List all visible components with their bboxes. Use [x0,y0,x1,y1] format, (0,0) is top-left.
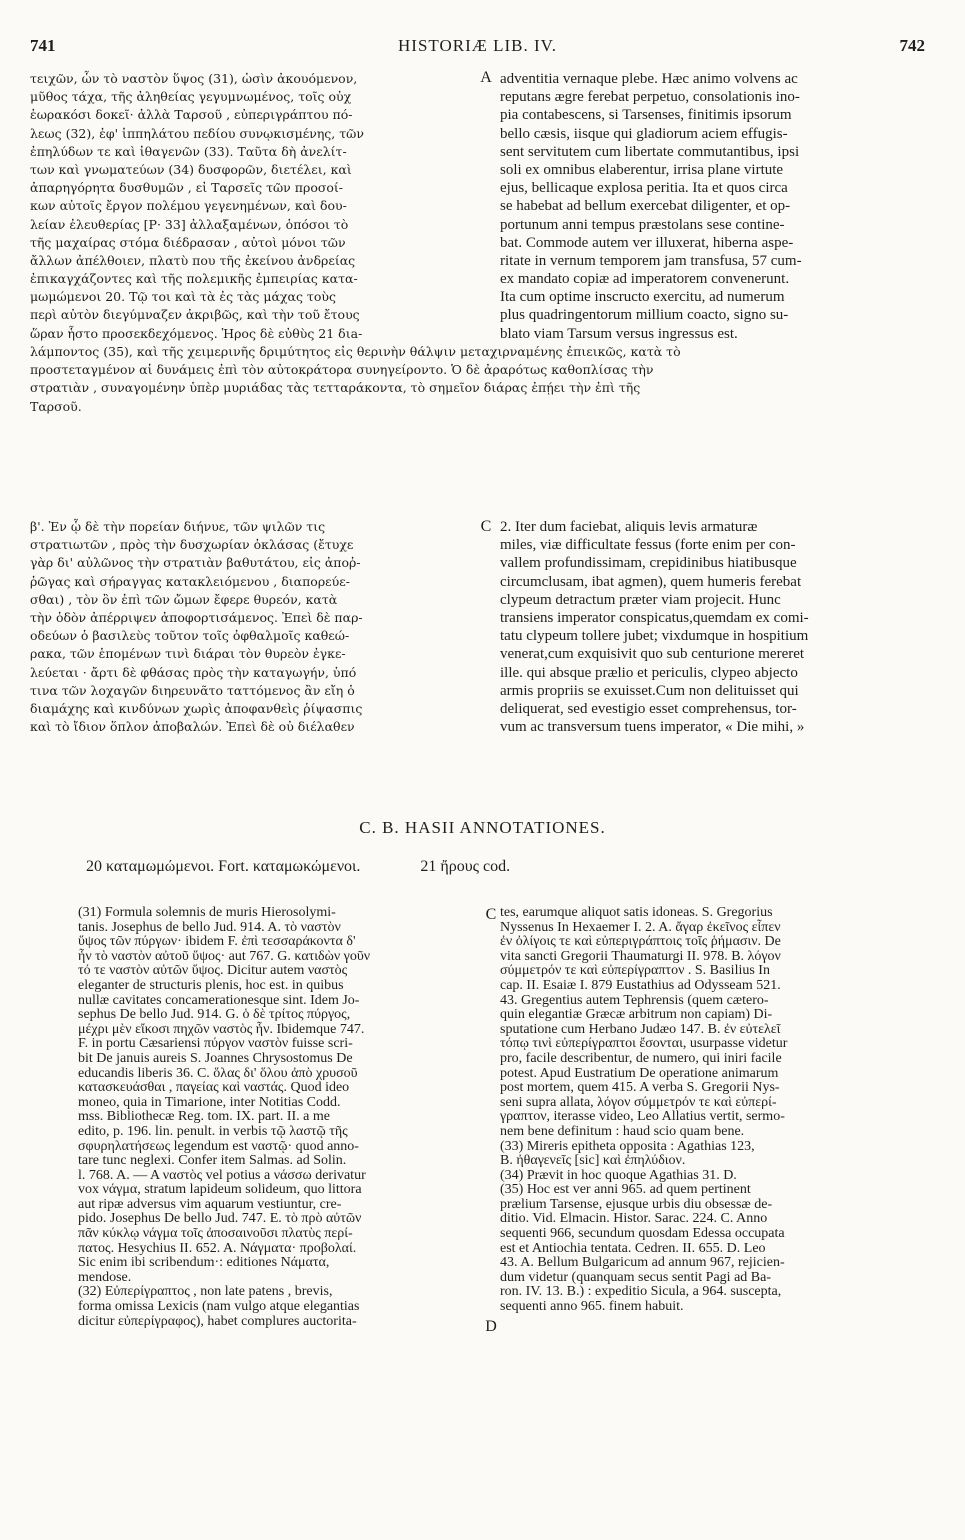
note-line: aut ripæ adversus vim aquarum vestiuntur, cre- [78,1196,342,1212]
text-line: των καὶ γνωματεύων (34) δυσφορῶν, διετέλει, καὶ [30,161,352,177]
note-line: educandis liberis 36. C. ὅλας δι' ὅλου ἀπὸ χρυσοῦ [78,1065,358,1081]
text-line: ἄλλων ἀπέλθοιεν, πλατὺ που τῆς ἐκείνου ἀνδρείας [30,252,356,268]
text-line: στρατιὰν , συναγομένην ὑπὲρ μυριάδας τὰς τετταράκοντα, τὸ σημεῖον διάρας ἐπῄει τὴν ἐπὶ τῆς [30,380,641,396]
text-line: ἐπικαγχάζοντες καὶ τῆς πολεμικῆς ἐμπειρίας κατα- [30,271,358,287]
note-line: ἦν τὸ ναστὸν αὐτοῦ ὕψος· aut 767. G. κατιδὼν γοῦν [78,948,371,964]
page-header [30,36,925,60]
note-line: Nyssenus In Hexaemer I. 2. A. ἄγαρ ἐκεῖνος εἶπεν [500,919,781,935]
text-line: κων αὐτοῖς ἔργον πολέμου γεγενημένων, καὶ δου- [30,198,347,214]
note-line: πᾶν κύκλῳ νάγμα τοῖς ἀποσαινοῦσι πλατὺς περί- [78,1226,353,1242]
text-line: sent servitutem cum libertate commutantibus, ipsi [500,143,800,160]
note-line: potest. Apud Eustratium De operatione animarum [500,1065,779,1081]
latin-text-upper [500,70,930,343]
text-line: vum ac transversum tuens imperator, « Die mihi, » [500,719,805,736]
text-line: ex mandato copiæ ad imperatorem convenerunt. [500,271,790,288]
note-line: τόπῳ τινὶ εὐπερίγραπτοι ἔσονται, usurpasse videtur [500,1036,788,1052]
note-line: 43. A. Bellum Bulgaricum ad annum 967, rejicien- [500,1255,785,1271]
text-line: μωμώμενοι 20. Τῷ τοι καὶ τὰ ἐς τὰς μάχας τοὺς [30,289,336,305]
note-line: prælium Tarsense, ejusque urbis diu obsessæ de- [500,1196,773,1212]
note-line: edito, p. 196. lin. penult. in verbis τῷ λαστῷ τῆς [78,1123,348,1139]
text-line: miles, viæ difficultate fessus (forte enim per con- [500,537,796,554]
text-line: γὰρ δι' αὐλῶνος τὴν στρατιὰν βαθυτάτου, εἰς ἀποῤ- [30,555,361,571]
text-line: armis propriis se exuisset.Cum non delituisset qui [500,682,799,699]
note-line: πατος. Hesychius II. 652. A. Νάγματα· προβολαί. [78,1240,357,1256]
text-line: circumclusam, ibat agmen), quem humeris ferebat [500,573,802,590]
text-line: στρατιωτῶν , πρὸς τὴν δυσχωρίαν ὀκλάσας (ἔτυχε [30,537,354,553]
note-line: (35) Hoc est ver anni 965. ad quem pertinent [500,1182,751,1198]
note-line: sputatione cum Herbano Judæo 147. B. ἐν εὐτελεῖ [500,1021,781,1037]
note-line: est et Antiochia tentata. Cedren. II. 655. D. Leo [500,1240,766,1256]
footnotes [86,858,925,876]
note-line: ron. IV. 13. B.) : expeditio Sicula, a 964. suscepta, [500,1284,782,1300]
note-line: tanis. Josephus de bello Jud. 914. A. τὸ ναστὸν [78,919,341,935]
note-line: vox νάγμα, stratum lapideum solideum, quo littora [78,1182,362,1198]
annotations-left-column [78,906,486,1329]
margin-letter-notes-d: D [485,1318,497,1335]
text-line: clypeum detractum præter viam projecit. Hunc [500,591,781,608]
text-line: οδεύων ὁ βασιλεὺς τοῦτον τοῖς ὀφθαλμοῖς καθεώ- [30,628,350,644]
text-line: ἀπαρηγόρητα δυσθυμῶν , εἰ Ταρσεῖς τῶν προσοί- [30,180,344,196]
note-line: (34) Prævit in hoc quoque Agathias 31. D. [500,1167,737,1183]
text-line: ille. qui absque prælio et periculis, clypeo abjecto [500,664,798,681]
text-line: λεως (32), ἐφ' ἱππηλάτου πεδίου συνῳκισμένης, τῶν [30,125,364,141]
note-line: σύμμετρόν τε καὶ εὐπερίγραπτον . S. Basilius In [500,963,770,979]
margin-letter-a: A [480,69,492,86]
text-line: περὶ αὐτὸν διεγύμναζεν ἀκριβῶς, καὶ τὴν τοῦ ἔτους [30,307,360,323]
text-line: μῦθος τάχα, τῆς ἀληθείας γεγυμνωμένος, τοῖς οὐχ [30,89,352,105]
note-line: quin elegantiæ Græcæ arbitrum non capiam) Di- [500,1007,773,1023]
text-line: plus quadringentorum millium coacto, signo su- [500,307,789,324]
text-line: τὴν ὁδὸν ἀπέρριψεν ἀποφορτισάμενος. Ἐπεὶ δὲ παρ- [30,609,363,625]
text-line: λάμποντος (35), καὶ τῆς χειμερινῆς δριμύτητος εἰς θερινὴν θάλψιν μεταχιρναμένης ἐπιεικῶς, κατὰ τὸ [30,344,681,359]
note-line: F. in portu Cæsariensi πύργον ναστὸν fuisse scri- [78,1036,353,1052]
note-line: (32) Εὐπερίγραπτος , non late patens , brevis, [78,1284,333,1300]
footnote-20: 20 καταμωμώμενοι. Fort. καταμωκώμενοι. [86,858,361,875]
note-line: bit De januis aureis S. Joannes Chrysostomus De [78,1050,353,1066]
note-line: tes, earumque aliquot satis idoneas. S. Gregorius [500,906,773,920]
text-line: τῆς μαχαίρας στόμα διέδρασαν , αὐτοὶ μόνοι τῶν [30,234,346,250]
text-line: Ταρσοῦ. [30,398,82,414]
text-line: σθαι) , τὸν ὂν ἐπὶ τῶν ὤμων ἔφερε θυρεόν, κατὰ [30,591,338,607]
note-line: (33) Mireris epitheta opposita : Agathias 123, [500,1138,755,1154]
text-line: tatu clypeum tollere jubet; vixdumque in hospitium [500,628,809,645]
text-line: blato viam Tarsum versus ingressus est. [500,325,738,342]
annotations-title: C. B. HASII ANNOTATIONES. [359,818,606,837]
margin-letter-c: C [480,518,492,535]
text-line: ὥραν ἧστο προσεκδεχόμενος. Ἡρος δὲ εὐθὺς 21 διa- [30,325,363,341]
text-line: τινα τῶν λοχαγῶν διηρευνᾶτο ταττόμενος ἂν εἴη ὁ [30,682,355,698]
text-line: deliquerat, sed evestigio esset comprehensus, tor- [500,700,797,717]
note-line: μέχρι μὲν εἴκοσι πηχῶν ναστὸς ἦν. Ibidemque 747. [78,1021,365,1037]
text-line: 2. Iter dum faciebat, aliquis levis armaturæ [500,519,758,535]
note-line: sequenti 966, secundum quosdam Edessa occupata [500,1226,785,1242]
text-line: προστεταγμένον αἱ δυνάμεις ἐπὶ τὸν αὐτοκράτορα συνηγείροντο. Ὁ δὲ ἀραρότως καθοπλίσας τὴν [30,362,654,378]
text-line: vallem profundissimam, crepidinibus hiatibusque [500,555,797,572]
text-line: διαμάχης καὶ κινδύνων χωρὶς ἀποφανθεὶς ῥίψασπις [30,700,363,716]
note-line: forma omissa Lexicis (nam vulgo atque elegantias [78,1299,360,1315]
greek-text-lower [30,518,486,736]
note-line: moneo, quia in Timarione, inter Notitias Codd. [78,1094,341,1110]
text-line: ἑωρακόσι δοκεῖ· ἀλλὰ Ταρσοῦ , εὐπεριγράπτου πό- [30,107,353,123]
page-number-right: 742 [899,36,925,55]
note-line: dum videtur (quanquam secus sentit Pagi ad Ba- [500,1269,771,1285]
note-line: post mortem, quem 415. A verba S. Gregorii Nys- [500,1080,780,1096]
note-line: mendose. [78,1269,132,1285]
greek-text-upper [30,70,486,343]
text-line: adventitia vernaque plebe. Hæc animo volvens ac [500,71,798,87]
text-line: λεύεται · ἄρτι δὲ φθάσας πρὸς τὴν καταγωγήν, ὑπό [30,664,357,680]
annotations-right-column [500,906,932,1315]
note-line: l. 768. A. — A ναστὸς vel potius a νάσσω derivatur [78,1167,366,1183]
note-line: mss. Bibliothecæ Reg. tom. IX. part. II. a me [78,1109,330,1125]
text-line: ejus, bellicaque explosa peritia. Ita et quos circa [500,180,788,197]
text-line: pia contabescens, si Tarsenses, finitimis ipsorum [500,107,792,124]
text-line: καὶ τὸ ἴδιον ὅπλον ἀποβαλών. Ἐπεὶ δὲ οὐ διέλαθεν [30,719,355,735]
latin-text-lower [500,518,930,736]
text-line: portunum anni tempus præstolans sese contine- [500,216,785,233]
greek-text-full-width [30,343,930,416]
text-line: τειχῶν, ὧν τὸ ναστὸν ὕψος (31), ὡσὶν ἀκουόμενον, [30,71,358,86]
text-line: ῥῶγας καὶ σήραγγας κατακλειόμενου , διαπορεύε- [30,573,350,589]
text-line: ἐπηλύδων τε καὶ ἰθαγενῶν (33). Ταῦτα δὴ ἀνελίτ- [30,143,347,159]
note-line: vita sancti Gregorii Thaumaturgi II. 978. B. λόγον [500,948,781,964]
text-line: venerat,cum exquisivit quo sub centurione mereret [500,646,805,663]
running-title: HISTORIÆ LIB. IV. [398,36,557,55]
note-line: ὕψος τῶν πύργων· ibidem F. ἐπὶ τεσσαράκοντα δ' [78,934,356,950]
note-line: sephus De bello Jud. 914. G. ὁ δὲ τρίτος πύργος, [78,1007,351,1023]
note-line: σφυρηλατήσεως legendum est ναστῷ· quod anno- [78,1138,359,1154]
note-line: κατασκευάσθαι , παγείας καὶ ναστάς. Quod ideo [78,1080,350,1096]
text-line: bat. Commode autem ver illuxerat, hiberna aspe- [500,234,794,251]
note-line: τό τε ναστὸν αὐτῶν ὕψος. Dicitur autem ναστὸς [78,963,348,979]
text-line: λείαν ἐλευθερίας [P· 33] ἀλλαξαμένων, ὁπόσοι τὸ [30,216,349,232]
page-number-left: 741 [30,36,56,55]
note-line: seni supra allata, λόγον σύμμετρόν τε καὶ εὐπερί- [500,1094,777,1110]
note-line: ditio. Vid. Elmacin. Histor. Sarac. 224. C. Anno [500,1211,768,1227]
text-line: reputans ægre ferebat perpetuo, consolationis ino- [500,89,800,106]
footnote-21: 21 ἤρους cod. [420,858,511,875]
note-line: nem bene definitum : haud scio quam bene. [500,1123,745,1139]
note-line: B. ἠθαγενεῖς [sic] καὶ ἐπηλύδιον. [500,1153,686,1169]
note-line: tare tunc neglexi. Confer item Salmas. ad Solin. [78,1153,347,1169]
note-line: (31) Formula solemnis de muris Hierosolymi- [78,906,336,920]
text-line: soli ex omnibus elaberentur, irrisa plane virtute [500,161,784,178]
note-line: dicitur εὐπερίγραφος), habet complures auctorita- [78,1313,357,1329]
margin-letter-notes-c: C [485,906,497,923]
text-line: β'. Ἐν ᾧ δὲ τὴν πορείαν διήνυε, τῶν ψιλῶν τις [30,519,326,534]
note-line: pro, facile describentur, de numero, qui iniri facile [500,1050,782,1066]
note-line: ἐν ὀλίγοις τε καὶ εὐπεριγράπτοις τοῖς ῥήμασιν. De [500,934,781,950]
note-line: sequenti anno 965. finem habuit. [500,1299,684,1315]
note-line: γραπτον, iterasse video, Leo Allatius vertit, sermo- [500,1109,785,1125]
text-line: se habebat ad bellum exercebat diligenter, et op- [500,198,791,215]
note-line: pido. Josephus De bello Jud. 747. E. τὸ πρὸ αὐτῶν [78,1211,362,1227]
note-line: nullæ cavitates concamerationesque sint. Idem Jo- [78,992,360,1008]
text-line: bello cæsis, iisque qui gladiorum aciem effugis- [500,125,788,142]
note-line: eleganter de structuris plenis, hoc est. in quibus [78,977,344,993]
note-line: cap. II. Esaiæ I. 879 Eustathius ad Odysseam 521. [500,977,781,993]
text-line: ρακα, τῶν ἑπομένων τινὶ διάραι τὸν θυρεὸν ἐγκε- [30,646,346,662]
text-line: ritate in vernum temporem jam transfusa, 57 cum- [500,252,802,269]
text-line: transiens imperator conspicatus,quemdam ex comi- [500,609,809,626]
note-line: 43. Gregentius autem Tephrensis (quem cætero- [500,992,769,1008]
text-line: Ita cum optime inscructo exercitu, ad numerum [500,289,785,306]
note-line: Sic enim ibi scribendum·: editiones Νάματα, [78,1255,330,1271]
